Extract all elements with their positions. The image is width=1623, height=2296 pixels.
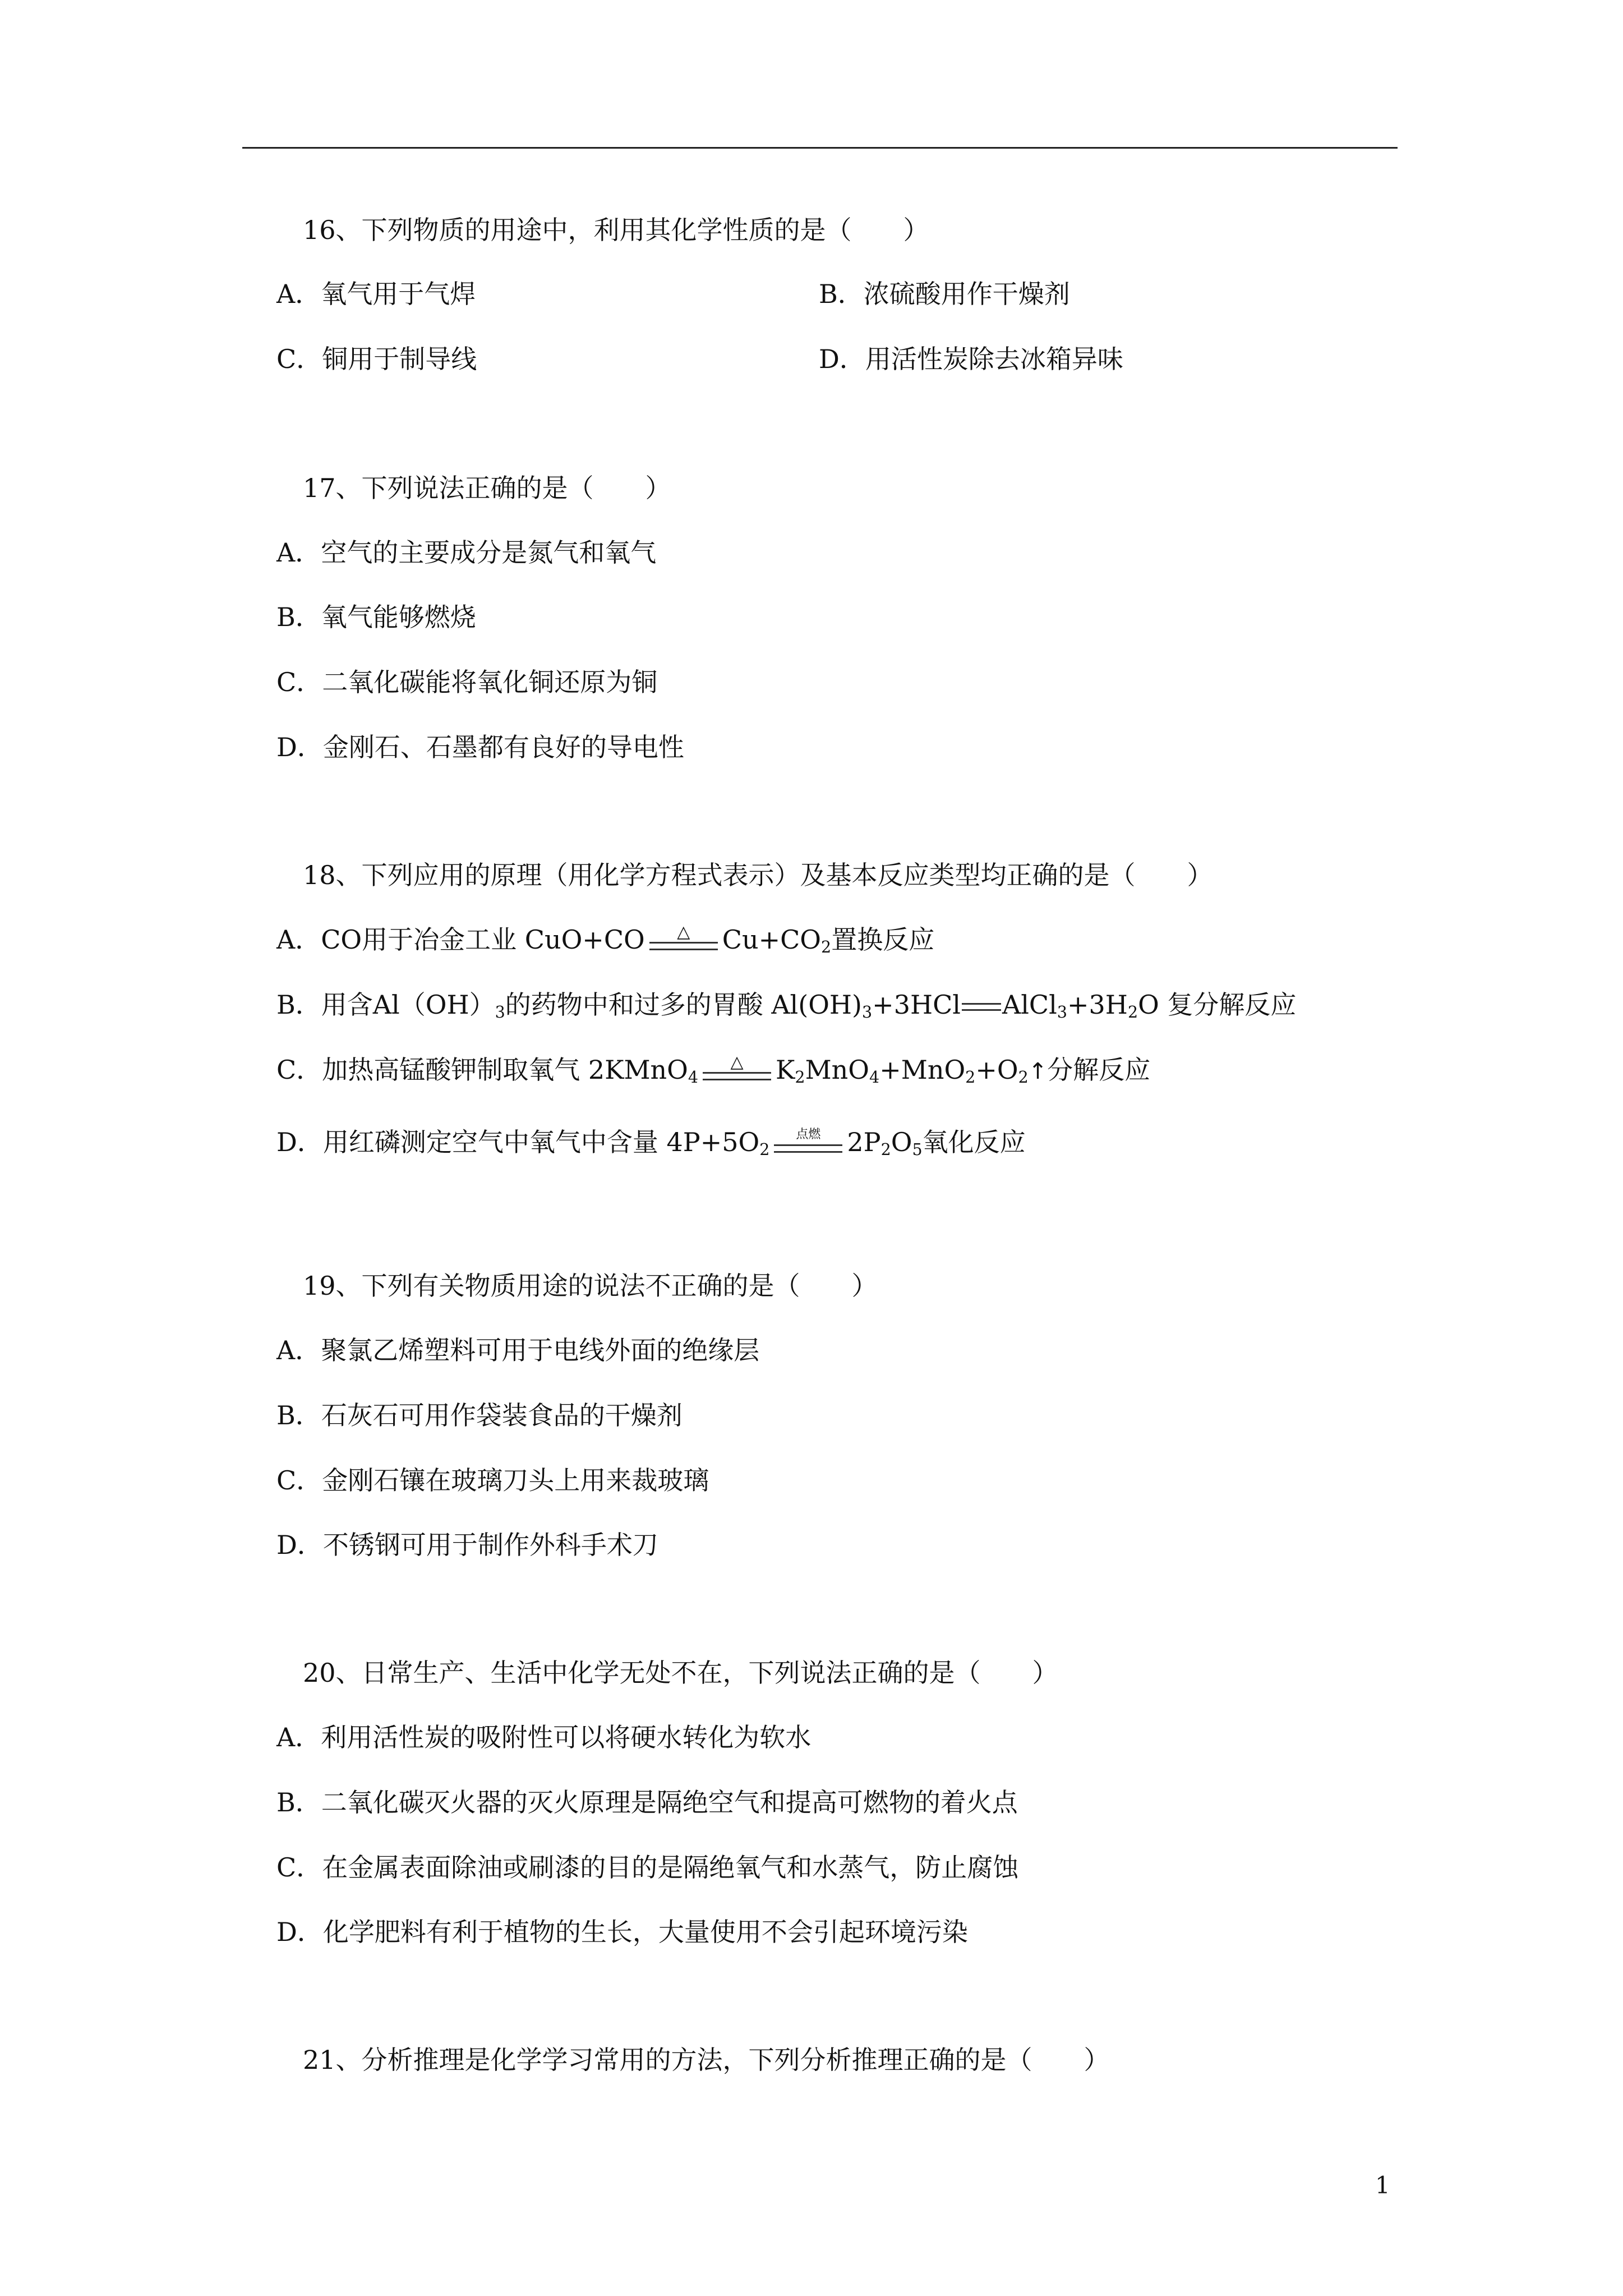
page-number: 1 (1375, 2171, 1390, 2199)
question-20-option-d: D．化学肥料有利于植物的生长，大量使用不会引起环境污染 (276, 1917, 968, 1947)
question-20-option-c: C．在金属表面除油或刷漆的目的是隔绝氧气和水蒸气，防止腐蚀 (276, 1852, 1019, 1883)
question-20-option-a: A．利用活性炭的吸附性可以将硬水转化为软水 (276, 1722, 811, 1752)
question-20-stem: 20、日常生产、生活中化学无处不在，下列说法正确的是（ ） (303, 1658, 1058, 1688)
ignite-condition-symbol: 点燃 (772, 1125, 845, 1159)
question-20-option-b: B．二氧化碳灭火器的灭火原理是隔绝空气和提高可燃物的着火点 (276, 1787, 1018, 1818)
question-16-option-c: C．铜用于制导线 (276, 344, 477, 374)
equals-sign (962, 1003, 1001, 1011)
question-16-option-a: A．氧气用于气焊 (276, 279, 476, 309)
heat-condition-symbol: △ (647, 923, 720, 956)
question-21-stem: 21、分析推理是化学学习常用的方法，下列分析推理正确的是（ ） (303, 2045, 1110, 2075)
question-19-option-c: C．金刚石镶在玻璃刀头上用来裁玻璃 (276, 1465, 709, 1496)
question-19-stem: 19、下列有关物质用途的说法不正确的是（ ） (303, 1271, 878, 1301)
question-16-option-b: B．浓硫酸用作干燥剂 (819, 279, 1070, 309)
question-18-option-a: A．CO用于冶金工业 CuO+CO △ $Cu+CO_2$置换反应 (276, 922, 935, 957)
header-rule (242, 147, 1398, 149)
question-18-option-b: B．用含$Al(OH)_3$的药物中和过多的胃酸 $Al(OH)_3+3HCl$ $AlCl_3+3H_2O$ 复分解反应 (276, 990, 1297, 1022)
question-16-stem: 16、下列物质的用途中，利用其化学性质的是（ ） (303, 215, 929, 245)
question-18-option-c: C．加热高锰酸钾制取氧气 2KMnO$_4$ △ $K_2MnO_4+MnO_2+O_2↑$分解反应 (276, 1052, 1151, 1087)
gas-arrow-icon: ↑ (1028, 1059, 1048, 1084)
option-a-text: A．CO用于冶金工业 CuO+CO (276, 924, 645, 955)
question-19-option-b: B．石灰石可用作袋装食品的干燥剂 (276, 1400, 683, 1430)
question-19-option-a: A．聚氯乙烯塑料可用于电线外面的绝缘层 (276, 1335, 760, 1365)
question-16-option-d: D．用活性炭除去冰箱异味 (819, 344, 1123, 374)
question-17-option-d: D．金刚石、石墨都有良好的导电性 (276, 732, 684, 762)
question-17-option-b: B．氧气能够燃烧 (276, 602, 476, 632)
question-19-option-d: D．不锈钢可用于制作外科手术刀 (276, 1530, 658, 1560)
question-17-option-a: A．空气的主要成分是氮气和氧气 (276, 537, 657, 568)
question-18-stem: 18、下列应用的原理（用化学方程式表示）及基本反应类型均正确的是（ ） (303, 860, 1213, 890)
heat-condition-symbol: △ (700, 1053, 773, 1087)
question-17-stem: 17、下列说法正确的是（ ） (303, 473, 671, 503)
question-18-option-d: D．用红磷测定空气中氧气中含量 $4P+5O_2$ 点燃 $2P_2O_5$氧化反应 (276, 1125, 1026, 1159)
question-17-option-c: C．二氧化碳能将氧化铜还原为铜 (276, 667, 658, 697)
